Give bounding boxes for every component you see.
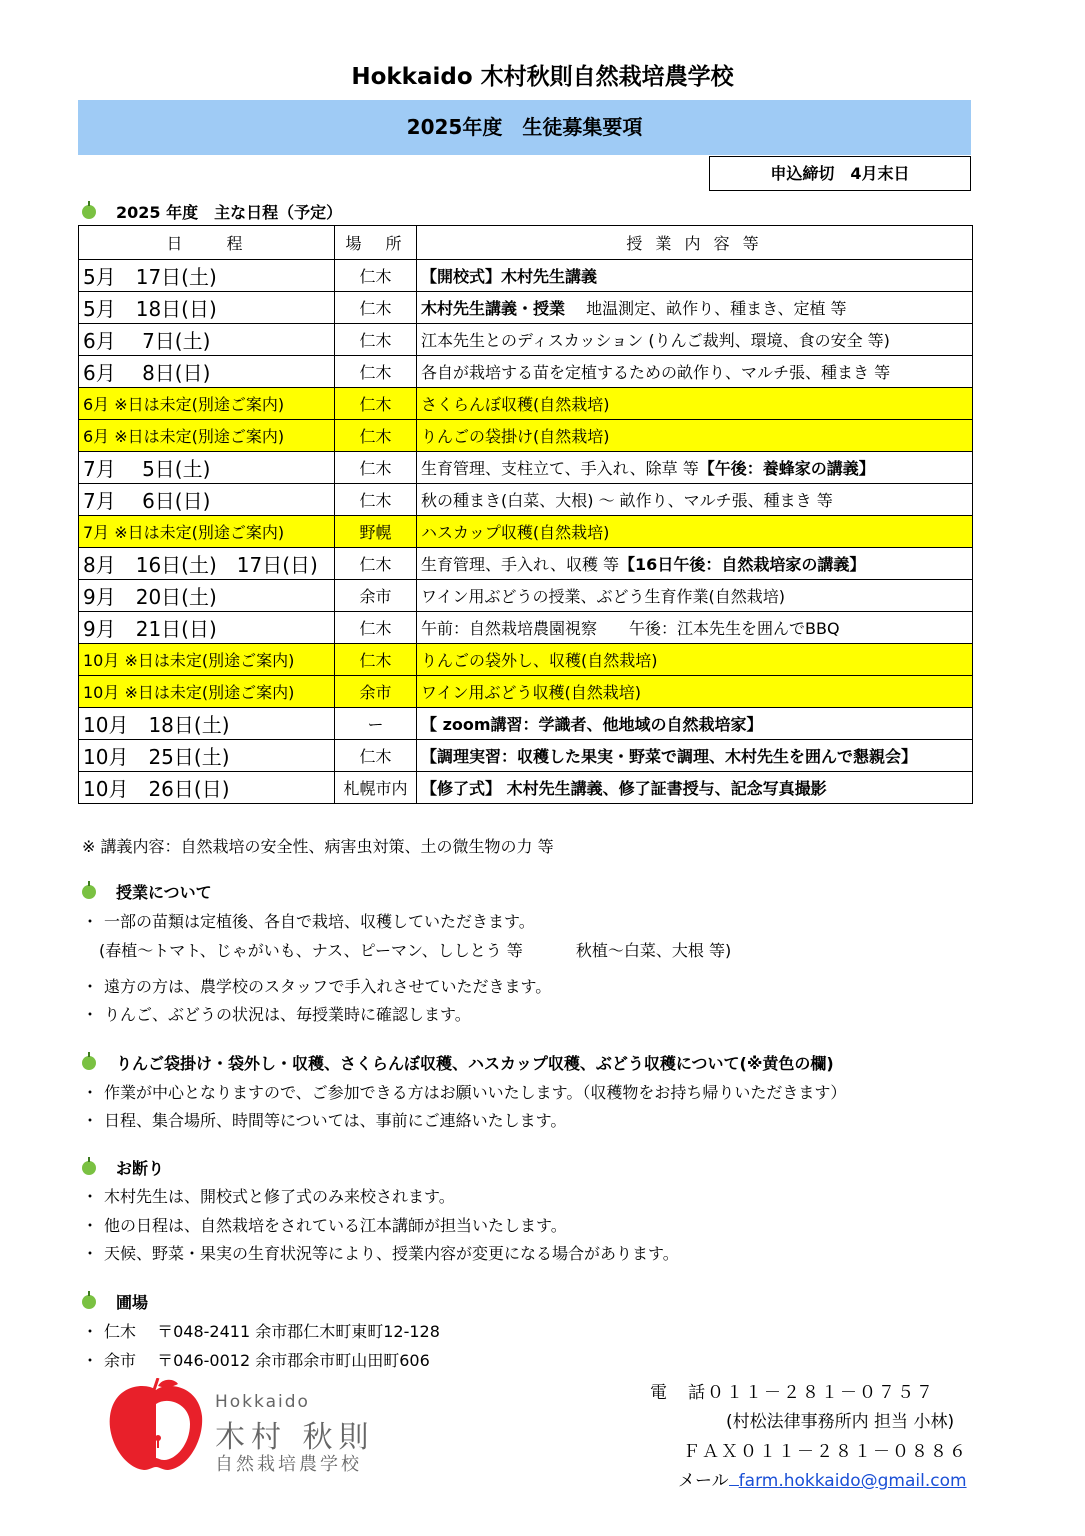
schedule-date: 6月 ※日は未定(別途ご案内)	[79, 388, 335, 420]
table-row	[79, 772, 973, 804]
schedule-content-text: 地温測定、畝作り、種まき、定植 等	[565, 299, 847, 318]
schedule-content	[417, 644, 973, 676]
schedule-place: 仁木	[335, 644, 417, 676]
schedule-content-text: りんごの袋外し、収穫(自然栽培)	[421, 651, 658, 670]
green-apple-icon	[82, 1056, 96, 1070]
schedule-place: 仁木	[335, 484, 417, 516]
schedule-content-bold: 【 zoom講習：学識者、他地域の自然栽培家】	[421, 715, 763, 734]
schedule-date: 6月 8日(日)	[79, 356, 335, 388]
email-label: メール	[678, 1471, 729, 1491]
schedule-content	[417, 356, 973, 388]
schedule-place: 仁木	[335, 356, 417, 388]
schedule-date: 5月 18日(日)	[79, 292, 335, 324]
schedule-place: 仁木	[335, 740, 417, 772]
schedule-date: 6月 7日(土)	[79, 324, 335, 356]
schedule-place: 野幌	[335, 516, 417, 548]
schedule-content-text: ワイン用ぶどうの授業、ぶどう生育作業(自然栽培)	[421, 587, 786, 606]
schedule-date: 10月 18日(土)	[79, 708, 335, 740]
schedule-content-bold: 【16日午後：自然栽培家の講義】	[619, 555, 866, 574]
column-header-date: 日 程	[79, 226, 335, 260]
schedule-content-bold: 【調理実習：収穫した果実・野菜で調理、木村先生を囲んで懇親会】	[421, 747, 918, 766]
list-item-text: 作業が中心となりますので、ご参加できる方はお願いいたします。（収穫物をお持ち帰りいただきます）	[104, 1083, 847, 1102]
schedule-content	[417, 484, 973, 516]
list-item-text: 他の日程は、自然栽培をされている江本講師が担当いたします。	[104, 1216, 567, 1235]
green-apple-icon	[82, 205, 96, 219]
table-row	[79, 612, 973, 644]
green-apple-icon	[82, 1295, 96, 1309]
subtitle-banner: 2025年度 生徒募集要項	[78, 100, 971, 155]
phone-number: 電 話０１１－２８１－０７５７	[650, 1383, 935, 1403]
table-row	[79, 708, 973, 740]
schedule-heading-text: 2025 年度 主な日程（予定）	[116, 203, 343, 222]
list-item-text: りんご、ぶどうの状況は、毎授業時に確認します。	[104, 1005, 471, 1024]
schedule-content	[417, 324, 973, 356]
list-item-text: 仁木 〒048-2411 余市郡仁木町東町12-128	[104, 1322, 440, 1341]
schedule-content-bold: 【午後：養蜂家の講義】	[698, 459, 875, 478]
schedule-place: 仁木	[335, 388, 417, 420]
table-header-row	[79, 226, 973, 260]
column-header-content: 授 業 内 容 等	[417, 226, 973, 260]
schedule-content	[417, 388, 973, 420]
list-item: ・ 他の日程は、自然栽培をされている江本講師が担当いたします。	[82, 1216, 567, 1235]
schedule-date: 10月 26日(日)	[79, 772, 335, 804]
classes-heading	[82, 880, 212, 903]
schedule-content	[417, 580, 973, 612]
list-item-sub: (春植〜トマト、じゃがいも、ナス、ピーマン、ししとう 等 秋植〜白菜、大根 等)	[99, 941, 732, 960]
schedule-content	[417, 740, 973, 772]
list-item-text: 遠方の方は、農学校のスタッフで手入れさせていただきます。	[104, 977, 552, 996]
schedule-content	[417, 452, 973, 484]
email-link[interactable]: farm.hokkaido@gmail.com	[738, 1471, 967, 1491]
list-item-text: 天候、野菜・果実の生育状況等により、授業内容が変更になる場合があります。	[104, 1244, 679, 1263]
table-row	[79, 644, 973, 676]
schedule-content-bold: 木村先生講義・授業	[421, 299, 566, 318]
table-row	[79, 324, 973, 356]
table-row	[79, 548, 973, 580]
harvest-heading-text: りんご袋掛け・袋外し・収穫、さくらんぼ収穫、ハスカップ収穫、ぶどう収穫について(※黄色の欄)	[116, 1054, 834, 1073]
schedule-content-text: ワイン用ぶどう収穫(自然栽培)	[421, 683, 642, 702]
list-item-text: 一部の苗類は定植後、各自で栽培、収穫していただきます。	[104, 912, 535, 931]
list-item: ・ 作業が中心となりますので、ご参加できる方はお願いいたします。（収穫物をお持ち帰りいただきます）	[82, 1083, 847, 1102]
schedule-place: 仁木	[335, 612, 417, 644]
schedule-heading	[82, 200, 342, 223]
schedule-date: 9月 21日(日)	[79, 612, 335, 644]
schedule-table	[78, 225, 973, 804]
schedule-content-text: 江本先生とのディスカッション (りんご裁判、環境、食の安全 等)	[421, 331, 890, 350]
schedule-place: ー	[335, 708, 417, 740]
schedule-date: 10月 25日(土)	[79, 740, 335, 772]
notice-heading	[82, 1156, 164, 1179]
schedule-place: 余市	[335, 676, 417, 708]
schedule-date: 5月 17日(土)	[79, 260, 335, 292]
list-item-text: 木村先生は、開校式と修了式のみ来校されます。	[104, 1187, 455, 1206]
farms-heading	[82, 1290, 148, 1313]
schedule-date: 7月 ※日は未定(別途ご案内)	[79, 516, 335, 548]
schedule-place: 仁木	[335, 260, 417, 292]
schedule-content-text: 午前：自然栽培農園視察 午後：江本先生を囲んでBBQ	[421, 619, 840, 638]
page-title: Hokkaido 木村秋則自然栽培農学校	[351, 64, 734, 90]
list-item: ・ 余市 〒046-0012 余市郡余市町山田町606	[82, 1351, 430, 1370]
table-row	[79, 740, 973, 772]
schedule-date: 10月 ※日は未定(別途ご案内)	[79, 676, 335, 708]
list-item-text: 日程、集合場所、時間等については、事前にご連絡いたします。	[104, 1111, 567, 1130]
schedule-place: 仁木	[335, 324, 417, 356]
list-item-text: 余市 〒046-0012 余市郡余市町山田町606	[104, 1351, 430, 1370]
table-row	[79, 388, 973, 420]
schedule-date: 8月 16日(土) 17日(日)	[79, 548, 335, 580]
schedule-content-text: さくらんぼ収穫(自然栽培)	[421, 395, 610, 414]
schedule-content-bold: 【修了式】 木村先生講義、修了証書授与、記念写真撮影	[421, 779, 827, 798]
logo-text-school: 自然栽培農学校	[215, 1454, 362, 1475]
harvest-heading	[82, 1051, 834, 1074]
schedule-date: 6月 ※日は未定(別途ご案内)	[79, 420, 335, 452]
schedule-content	[417, 708, 973, 740]
classes-heading-text: 授業について	[116, 883, 212, 902]
schedule-content	[417, 516, 973, 548]
schedule-place: 仁木	[335, 548, 417, 580]
schedule-content-text: 各自が栽培する苗を定植するための畝作り、マルチ張、種まき 等	[421, 363, 891, 382]
list-item: ・ 一部の苗類は定植後、各自で栽培、収穫していただきます。	[82, 912, 535, 931]
schedule-content	[417, 420, 973, 452]
table-row	[79, 292, 973, 324]
schedule-content-text: ハスカップ収穫(自然栽培)	[421, 523, 610, 542]
schedule-content-text: 生育管理、手入れ、収穫 等	[421, 555, 620, 574]
schedule-place: 余市	[335, 580, 417, 612]
list-item: ・ 木村先生は、開校式と修了式のみ来校されます。	[82, 1187, 455, 1206]
fax-number: ＦＡＸ０１１－２８１－０８８６	[683, 1442, 968, 1462]
schedule-content	[417, 772, 973, 804]
list-item: ・ 日程、集合場所、時間等については、事前にご連絡いたします。	[82, 1111, 567, 1130]
table-row	[79, 516, 973, 548]
schedule-content	[417, 292, 973, 324]
farms-heading-text: 圃場	[116, 1293, 149, 1312]
schedule-date: 7月 5日(土)	[79, 452, 335, 484]
table-row	[79, 260, 973, 292]
table-row	[79, 356, 973, 388]
notice-heading-text: お断り	[116, 1159, 165, 1178]
schedule-content	[417, 548, 973, 580]
list-item: ・ 天候、野菜・果実の生育状況等により、授業内容が変更になる場合があります。	[82, 1244, 679, 1263]
schedule-content-text: 生育管理、支柱立て、手入れ、除草 等	[421, 459, 699, 478]
schedule-content	[417, 676, 973, 708]
schedule-place: 仁木	[335, 292, 417, 324]
schedule-content-text: 秋の種まき(白菜、大根) 〜 畝作り、マルチ張、種まき 等	[421, 491, 833, 510]
schedule-content	[417, 260, 973, 292]
schedule-content-bold: 【開校式】木村先生講義	[421, 267, 598, 286]
schedule-place: 札幌市内	[335, 772, 417, 804]
list-item: ・ 仁木 〒048-2411 余市郡仁木町東町12-128	[82, 1322, 440, 1341]
deadline-box: 申込締切 4月末日	[709, 156, 971, 191]
list-item: ・ りんご、ぶどうの状況は、毎授業時に確認します。	[82, 1005, 471, 1024]
table-row	[79, 580, 973, 612]
office-note: (村松法律事務所内 担当 小林)	[726, 1412, 955, 1432]
schedule-date: 9月 20日(土)	[79, 580, 335, 612]
logo-text-name: 木村 秋則	[215, 1420, 375, 1455]
column-header-place: 場 所	[335, 226, 417, 260]
schedule-content	[417, 612, 973, 644]
email-line	[678, 1466, 967, 1491]
schedule-date: 10月 ※日は未定(別途ご案内)	[79, 644, 335, 676]
list-item: ・ 遠方の方は、農学校のスタッフで手入れさせていただきます。	[82, 977, 552, 996]
schedule-content-text: りんごの袋掛け(自然栽培)	[421, 427, 610, 446]
green-apple-icon	[82, 1161, 96, 1175]
green-apple-icon	[82, 885, 96, 899]
lecture-note: ※ 講義内容：自然栽培の安全性、病害虫対策、土の微生物の力 等	[82, 837, 554, 856]
table-row	[79, 484, 973, 516]
table-row	[79, 420, 973, 452]
table-row	[79, 452, 973, 484]
schedule-place: 仁木	[335, 420, 417, 452]
table-row	[79, 676, 973, 708]
logo-text-en: Hokkaido	[215, 1392, 310, 1412]
schedule-date: 7月 6日(日)	[79, 484, 335, 516]
schedule-place: 仁木	[335, 452, 417, 484]
